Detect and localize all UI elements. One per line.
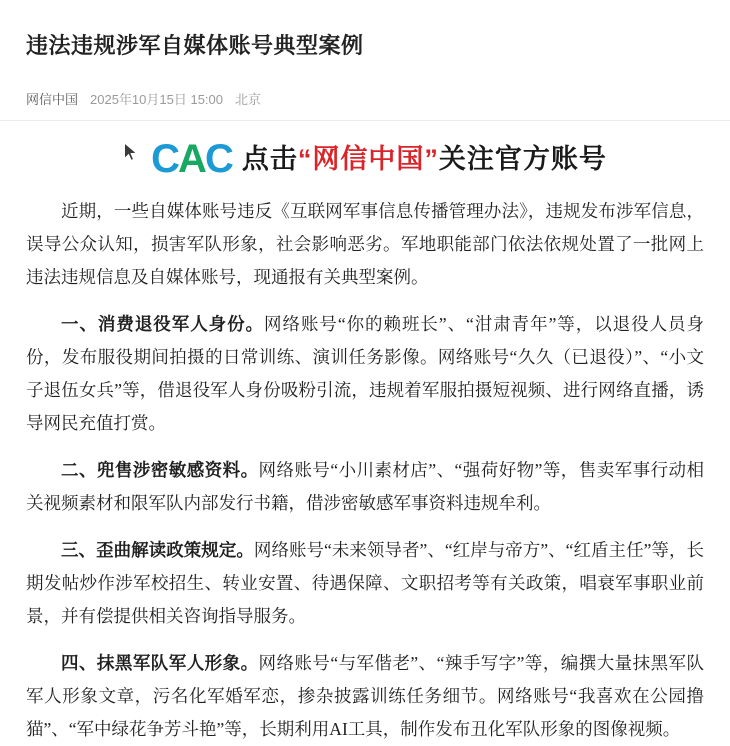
article-meta <box>0 75 730 108</box>
paragraph-text-3: 网络账号“未来领导者”、“红岸与帝方”、“红盾主任”等，长期发帖炒作涉军校招生、转业安置、待遇保障、文职招考等有关政策，唱衰军事职业前景，并有偿提供相关咨询指导服务。 <box>26 540 705 627</box>
paragraph-text-4: 网络账号“与军偕老”、“辣手写字”等，编撰大量抹黑军队军人形象文章，污名化军婚军恋，掺杂披露训练任务细节。网络账号“我喜欢在公园撸猫”、“军中绿花争芳斗艳”等，长期利用AI工具，制作发布丑化军队形象的图像视频。 <box>26 653 704 740</box>
paragraph-lead-4: 四、抹黑军队军人形象。 <box>61 653 259 674</box>
banner-prefix: 点击 <box>241 144 298 175</box>
banner-suffix: 关注官方账号 <box>438 144 607 175</box>
paragraph-2 <box>26 454 704 520</box>
cac-logo <box>151 137 232 182</box>
article-location: 北京 <box>235 92 262 108</box>
follow-banner[interactable] <box>0 121 730 193</box>
paragraph-3 <box>26 534 704 633</box>
paragraph-text-1: 网络账号“你的赖班长”、“泔肃青年”等，以退役人员身份，发布服役期间拍摄的日常训练、演训任务影像。网络账号“久久（已退役）”、“小文子退伍女兵”等，借退役军人身份吸粉引流，违规着军服拍摄短视频、进行网络直播，诱导网民充值打赏。 <box>26 314 705 434</box>
article-datetime: 2025年10月15日 15:00 <box>90 92 223 108</box>
article-body <box>0 193 730 746</box>
article-source[interactable]: 网信中国 <box>26 92 79 108</box>
follow-banner-text <box>242 142 607 176</box>
paragraph-lead-1: 一、消费退役军人身份。 <box>61 314 265 335</box>
paragraph-text-2: 网络账号“小川素材店”、“强荷好物”等，售卖军事行动相关视频素材和限军队内部发行书籍，借涉密敏感军事资料违规牟利。 <box>26 460 704 514</box>
cac-logo-letter-3: C <box>204 137 232 182</box>
banner-highlight: “网信中国” <box>297 144 439 175</box>
cac-logo-letter-2: A <box>178 137 205 182</box>
paragraph-4 <box>26 647 704 746</box>
page-title: 违法违规涉军自媒体账号典型案例 <box>26 32 364 58</box>
paragraph-lead-2: 二、兜售涉密敏感资料。 <box>61 460 259 481</box>
cac-logo-letter-1: C <box>151 137 179 182</box>
paragraph-1 <box>26 308 704 440</box>
paragraph-lead-3: 三、歪曲解读政策规定。 <box>61 540 254 561</box>
article-page <box>0 15 730 740</box>
cursor-arrow-icon <box>123 142 139 162</box>
paragraph-text-0: 近期，一些自媒体账号违反《互联网军事信息传播管理办法》，违规发布涉军信息，误导公众认知，损害军队形象，社会影响恶劣。军地职能部门依法依规处置了一批网上违法违规信息及自媒体账号，现通报有关典型案例。 <box>26 201 704 288</box>
paragraph-0 <box>26 195 704 294</box>
